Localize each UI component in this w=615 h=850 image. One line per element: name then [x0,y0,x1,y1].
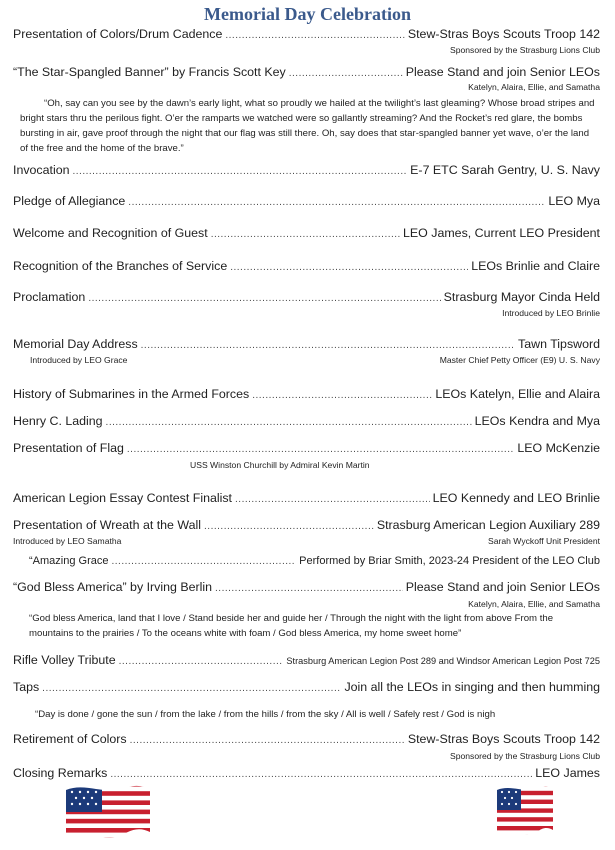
item-label: “Amazing Grace [29,555,109,567]
item-label: American Legion Essay Contest Finalist [13,491,233,505]
program-item-flag [13,440,600,456]
dot-leader [215,581,403,597]
dot-leader [106,415,472,431]
singers-note: Katelyn, Alaira, Ellie, and Samatha [468,599,600,609]
dot-leader [252,388,432,404]
program-item-essay [13,490,600,506]
item-performer: LEOs Brinlie and Claire [471,259,600,273]
item-label: Henry C. Lading [13,414,103,428]
american-flag-icon [62,782,154,842]
sponsor-note: Sponsored by the Strasburg Lions Club [449,751,600,761]
god-bless-america-lyrics: “God bless America, land that I love / Stand beside her and guide her / Through the night with the light from above From the mountains to the prairies / To the oceans white with foam / God bless America, my home sweet home” [29,613,554,639]
program-item-lading [13,413,600,429]
dot-leader [111,554,296,570]
program-item-proclamation [13,289,600,305]
item-label: Invocation [13,163,70,177]
item-label: Retirement of Colors [13,732,127,746]
item-performer: LEO McKenzie [517,441,600,455]
item-performer: Please Stand and join Senior LEOs [405,65,600,79]
item-performer: Stew-Stras Boys Scouts Troop 142 [407,27,600,41]
item-label: Recognition of the Branches of Service [13,259,228,273]
dot-leader [119,654,284,670]
item-performer: Performed by Briar Smith, 2023-24 President of the LEO Club [299,555,600,567]
item-performer: LEOs Kendra and Mya [474,414,600,428]
program-item-invocation [13,162,600,178]
item-performer: LEO James [535,766,600,780]
dot-leader [230,260,468,276]
item-label: “God Bless America” by Irving Berlin [13,580,213,594]
dot-leader [211,227,400,243]
sponsor-note: Sponsored by the Strasburg Lions Club [449,45,600,55]
item-performer: Please Stand and join Senior LEOs [405,580,600,594]
item-label: Presentation of Flag [13,441,124,455]
item-performer: LEO James, Current LEO President [403,226,600,240]
dot-leader [127,442,514,458]
item-label: Pledge of Allegiance [13,194,126,208]
program-item-pledge [13,193,600,209]
american-flag-icon [493,782,557,840]
dot-leader [235,492,430,508]
item-performer: LEO Mya [548,194,600,208]
item-label: Memorial Day Address [13,337,138,351]
program-item-rifle-volley [13,652,600,668]
program-item-submarines [13,386,600,402]
program-item-address [13,336,600,352]
program-item-god-bless-america [13,579,600,595]
program-item-welcome [13,225,600,241]
program-item-closing [13,765,600,781]
program-item-colors [13,26,600,42]
item-label: “The Star-Spangled Banner” by Francis Scott Key [13,65,286,79]
item-label: Welcome and Recognition of Guest [13,226,208,240]
dot-leader [110,767,532,783]
program-item-branches [13,258,600,274]
item-performer: E-7 ETC Sarah Gentry, U. S. Navy [410,163,600,177]
dot-leader [130,733,405,749]
item-label: Rifle Volley Tribute [13,653,116,667]
dot-leader [42,681,341,697]
item-performer: Stew-Stras Boys Scouts Troop 142 [407,732,600,746]
item-performer: Join all the LEOs in singing and then humming [344,680,600,694]
taps-lyrics: “Day is done / gone the sun / from the lake / from the hills / from the sky / All is well / Safely rest / God is nigh [35,709,496,720]
dot-leader [88,291,440,307]
item-label: Presentation of Wreath at the Wall [13,518,202,532]
item-performer: Strasburg American Legion Auxiliary 289 [376,518,600,532]
item-label: History of Submarines in the Armed Forces [13,387,250,401]
dot-leader [141,338,515,354]
program-item-amazing-grace [29,553,600,569]
program-item-retirement [13,731,600,747]
introducer-note: Introduced by LEO Samatha [13,536,122,546]
item-performer: Tawn Tipsword [518,337,600,351]
item-performer: Strasburg Mayor Cinda Held [443,290,600,304]
flag-note: USS Winston Churchill by Admiral Kevin Martin [190,460,370,470]
dot-leader [204,519,374,535]
program-item-taps [13,679,600,695]
dot-leader [72,164,407,180]
page-title: Memorial Day Celebration [204,4,411,24]
program-item-wreath [13,517,600,533]
item-label: Proclamation [13,290,86,304]
introducer-note: Introduced by LEO Grace [30,355,128,365]
dot-leader [225,28,404,44]
anthem-lyrics: “Oh, say can you see by the dawn’s early light, what so proudly we hailed at the twilight’s last gleaming? Whose broad stripes and bright stars thru the perilous fight. O’er the ramparts we watched were so gallantly streaming? And the Rocket’s red glare, the bombs bursting in air, gave proof through the night that our flag was still there. Oh, say does that star-spangled banner yet wave, o’er the land of the free and the home of the brave.” [20,98,595,154]
item-label: Closing Remarks [13,766,108,780]
item-label: Presentation of Colors/Drum Cadence [13,27,223,41]
item-label: Taps [13,680,40,694]
item-performer: LEO Kennedy and LEO Brinlie [432,491,600,505]
speaker-rank-note: Master Chief Petty Officer (E9) U. S. Navy [439,355,600,365]
singers-note: Katelyn, Alaira, Ellie, and Samatha [468,82,600,92]
dot-leader [289,66,403,82]
item-performer: Strasburg American Legion Post 289 and Windsor American Legion Post 725 [286,656,600,666]
program-item-anthem [13,64,600,80]
dot-leader [128,195,545,211]
president-note: Sarah Wyckoff Unit President [487,536,600,546]
introducer-note: Introduced by LEO Brinlie [502,308,600,318]
item-performer: LEOs Katelyn, Ellie and Alaira [435,387,600,401]
